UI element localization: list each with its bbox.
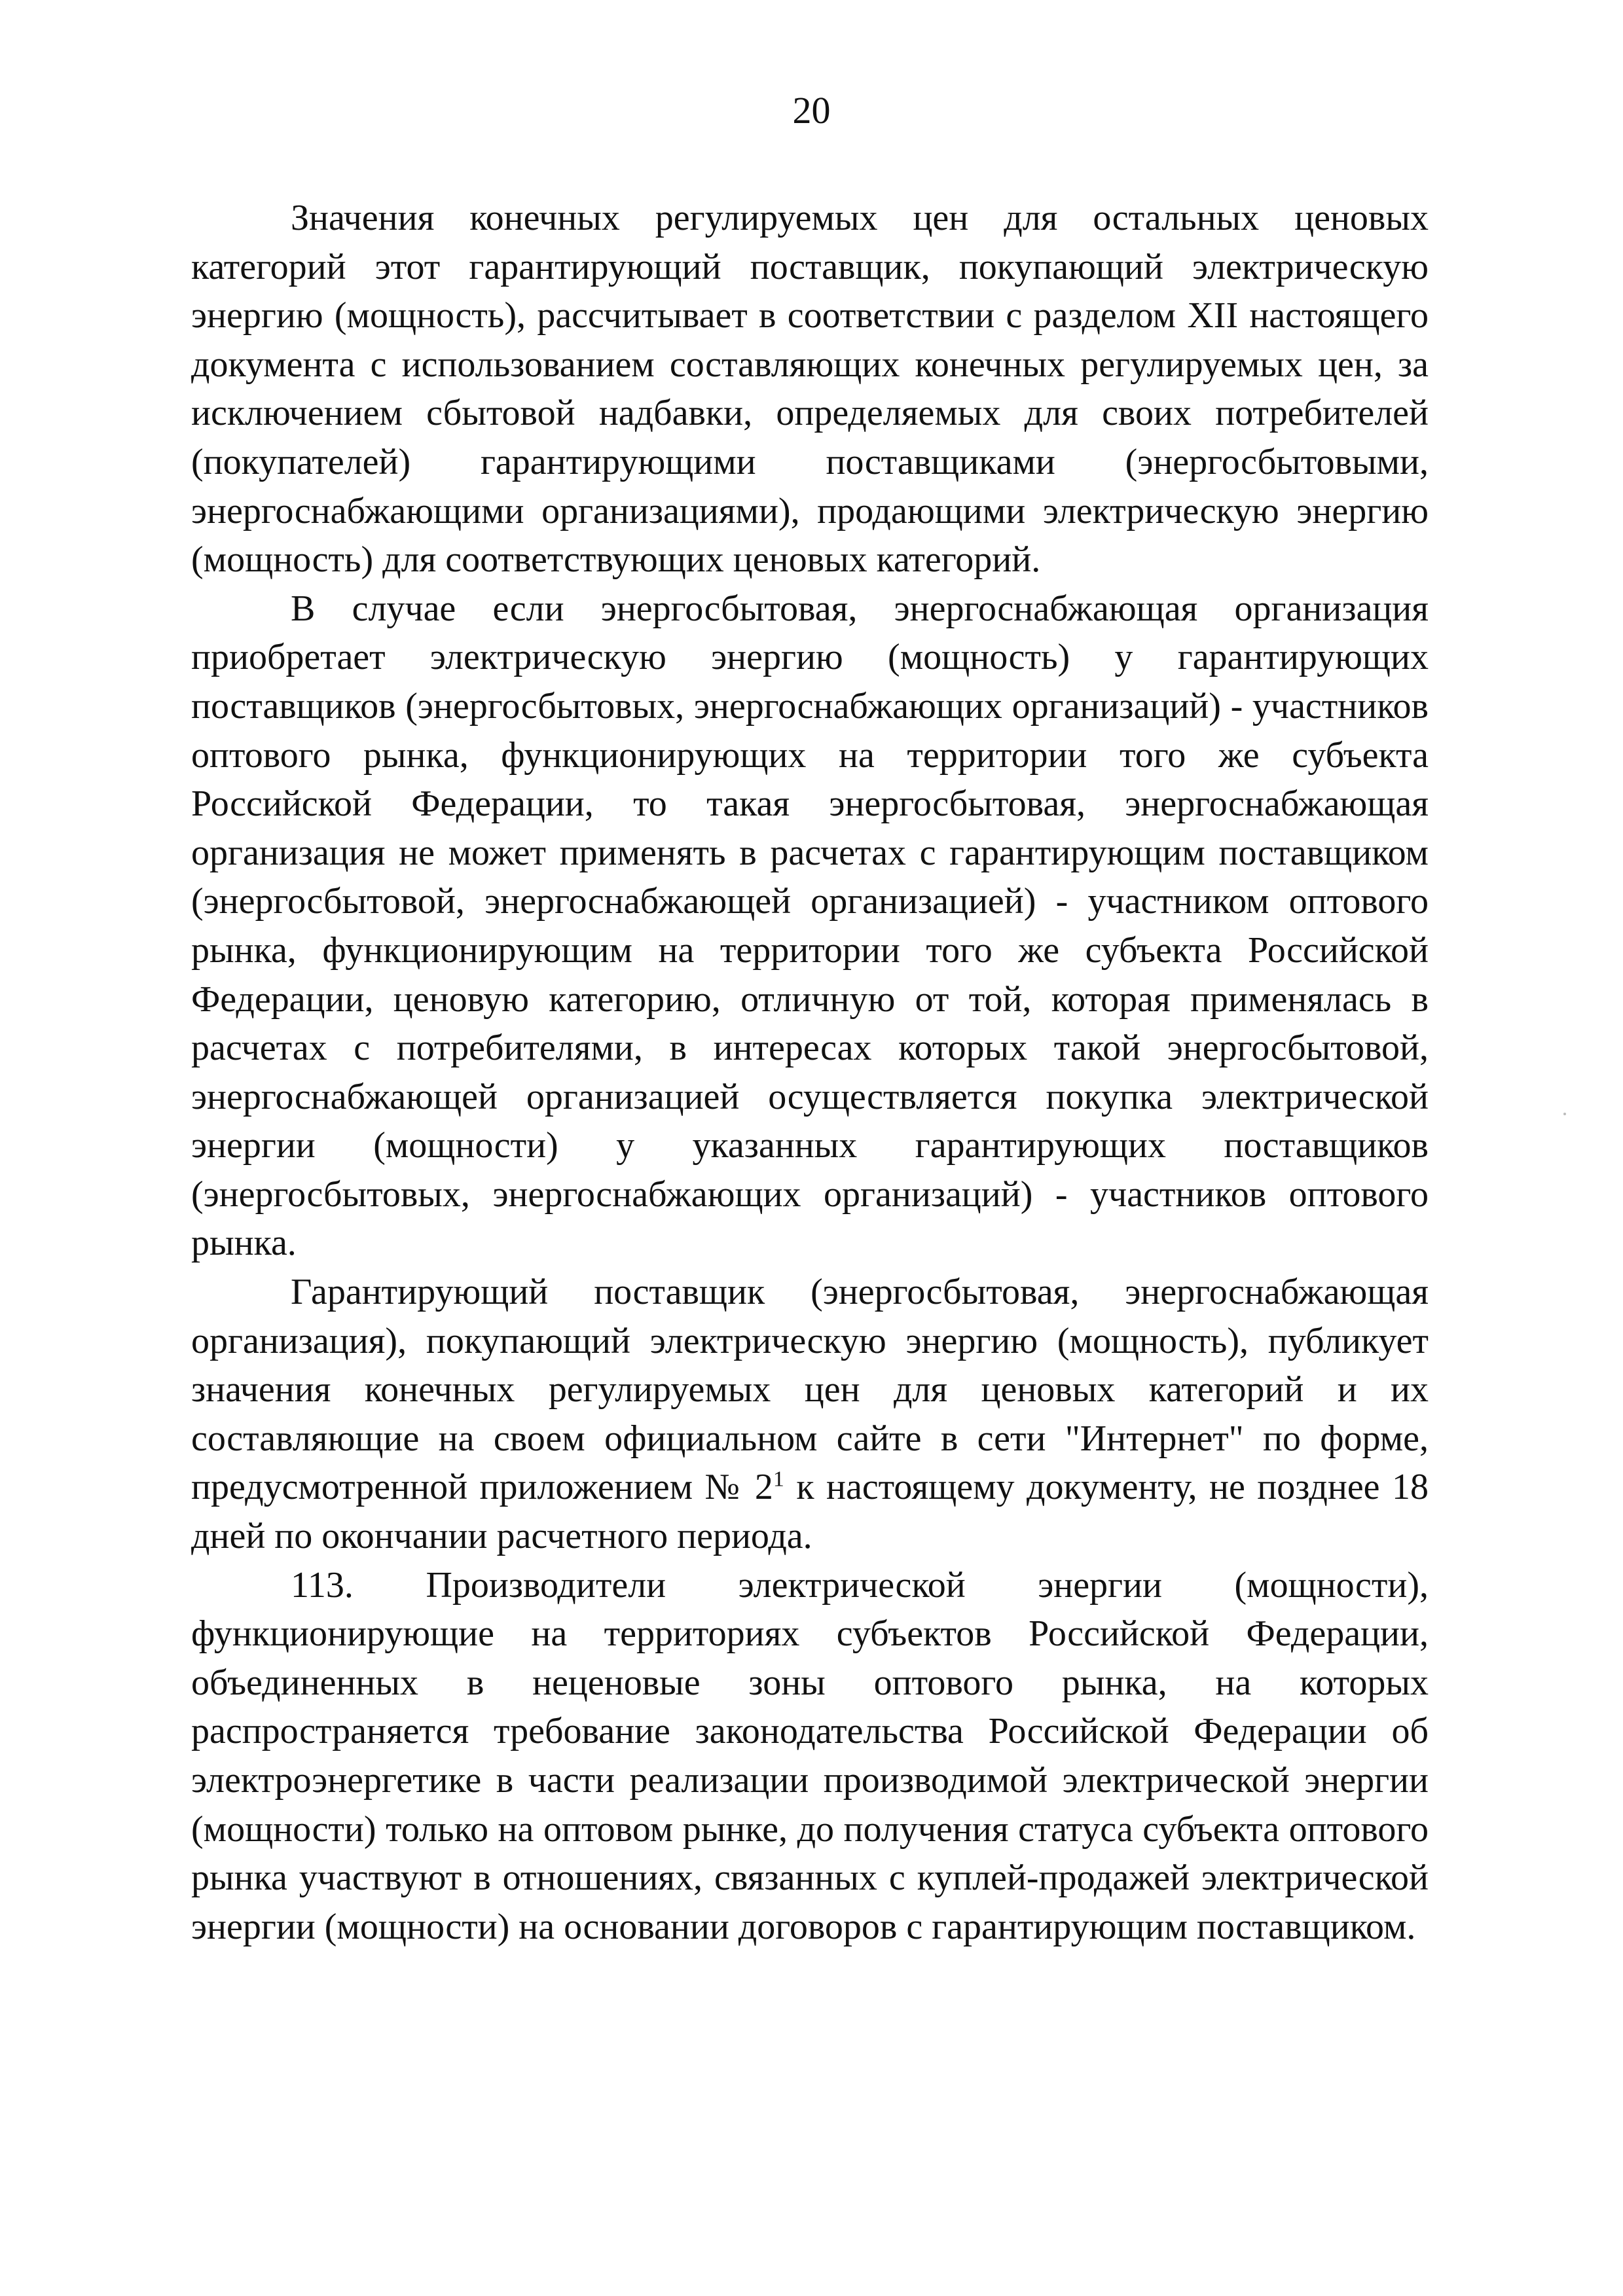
paragraph-price-category-restriction: В случае если энергосбытовая, энергоснабжающая организация приобретает электрическую энергию (мощность) у гарантирующих поставщиков (энергосбытовых, энергоснабжающих организаций) - участников оптового рынка, функционирующих на территории того же субъекта Российской Федерации, то такая энергосбытовая, энергоснабжающая организация не может применять в расчетах с гарантирующим поставщиком (энергосбытовой, энергоснабжающей организацией) - участником оптового рынка, функционирующим на территории того же субъекта Российской Федерации, ценовую категорию, отличную от той, которая применялась в расчетах с потребителями, в интересах которых такой энергосбытовой, энергоснабжающей организацией осуществляется покупка электрической энергии (мощности) у указанных гарантирующих поставщиков (энергосбытовых, энергоснабжающих организаций) - участников оптового рынка. [191,588,1429,1264]
paragraph-item-113: 113. Производители электрической энергии (мощности), функционирующие на территориях субъектов Российской Федерации, объединенных в неценовые зоны оптового рынка, на которых распространяется требование законодательства Российской Федерации об электроэнергетике в части реализации производимой электрической энергии (мощности) только на оптовом рынке, до получения статуса субъекта оптового рынка участвуют в отношениях, связанных с куплей-продажей электрической энергии (мощности) на основании договоров с гарантирующим поставщиком. [191,1564,1429,1947]
document-body [191,194,1429,1951]
appendix-superscript: 1 [773,1467,784,1492]
paragraph-publication-of-prices [191,1268,1429,1561]
scan-speck [1563,1113,1566,1115]
paragraph-publication-text-end: к настоящему документу, не позднее 18 дней по окончании расчетного периода. [191,1467,1429,1557]
paragraph-final-prices: Значения конечных регулируемых цен для остальных ценовых категорий этот гарантирующий поставщик, покупающий электрическую энергию (мощность), рассчитывает в соответствии с разделом XII настоящего документа с использованием составляющих конечных регулируемых цен, за исключением сбытовой надбавки, определяемых для своих потребителей (покупателей) гарантирующими поставщиками (энергосбытовыми, энергоснабжающими организациями), продающими электрическую энергию (мощность) для соответствующих ценовых категорий. [191,198,1429,581]
paragraph-publication-text-start: Гарантирующий поставщик (энергосбытовая, энергоснабжающая организация), покупающий электрическую энергию (мощность), публикует значения конечных регулируемых цен для ценовых категорий и их составляющие на своем официальном сайте в сети "Интернет" по форме, предусмотренной приложением № 2 [191,1272,1429,1508]
page-number: 20 [792,89,831,132]
